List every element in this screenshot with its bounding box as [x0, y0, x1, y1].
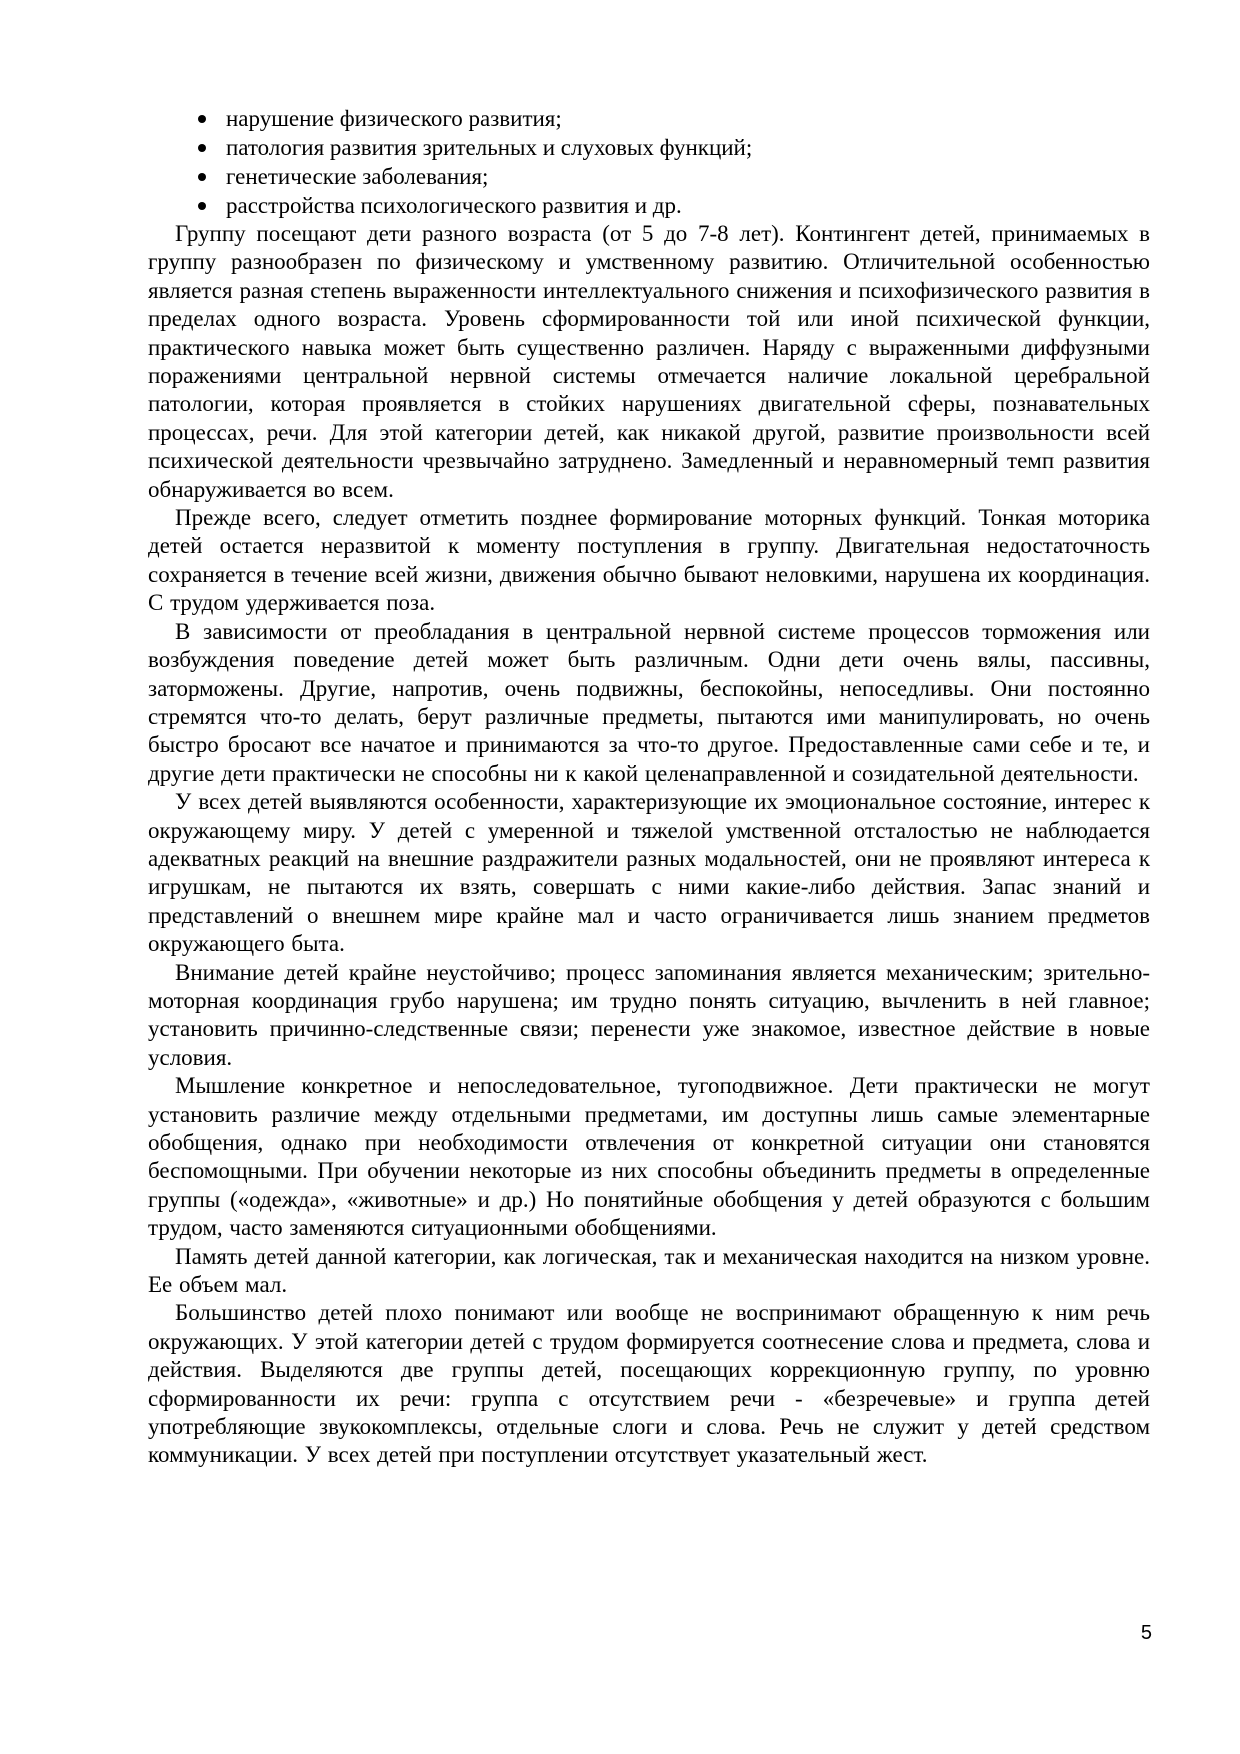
bullet-icon	[198, 144, 206, 152]
paragraph-memory: Память детей данной категории, как логическая, так и механическая находится на низком уровне. Ее объем мал.	[148, 1243, 1150, 1298]
list-item	[148, 104, 1150, 133]
list-item-text: расстройства психологического развития и др.	[226, 193, 682, 218]
paragraph-group-composition: Группу посещают дети разного возраста (от 5 до 7-8 лет). Контингент детей, принимаемых в группу разнообразен по физическому и умственному развитию. Отличительной особенностью является разная степень выраженности интеллектуального снижения и психофизического развития в пределах одного возраста. Уровень сформированности той или иной психической функции, практического навыка может быть существенно различен. Наряду с выраженными диффузными поражениями центральной нервной системы отмечается наличие локальной церебральной патологии, которая проявляется в стойких нарушениях двигательной сферы, познавательных процессах, речи. Для этой категории детей, как никакой другой, развитие произвольности всей психической деятельности чрезвычайно затруднено. Замедленный и неравномерный темп развития обнаруживается во всем.	[148, 221, 1150, 502]
paragraph-motor-functions: Прежде всего, следует отметить позднее формирование моторных функций. Тонкая моторика детей остается неразвитой к моменту поступления в группу. Двигательная недостаточность сохраняется в течение всей жизни, движения обычно бывают неловкими, нарушена их координация. С трудом удерживается поза.	[148, 505, 1150, 616]
paragraph-speech: Большинство детей плохо понимают или вообще не воспринимают обращенную к ним речь окружающих. У этой категории детей с трудом формируется соотнесение слова и предмета, слова и действия. Выделяются две группы детей, посещающих коррекционную группу, по уровню сформированности их речи: группа с отсутствием речи - «безречевые» и группа детей употребляющие звукокомплексы, отдельные слоги и слова. Речь не служит у детей средством коммуникации. У всех детей при поступлении отсутствует указательный жест.	[148, 1300, 1150, 1468]
paragraph-behavior: В зависимости от преобладания в центральной нервной системе процессов торможения или возбуждения поведение детей может быть различным. Одни дети очень вялы, пассивны, заторможены. Другие, напротив, очень подвижны, беспокойны, непоседливы. Они постоянно стремятся что-то делать, берут различные предметы, пытаются ими манипулировать, но очень быстро бросают все начатое и принимаются за что-то другое. Предоставленные сами себе и те, и другие дети практически не способны ни к какой целенаправленной и созидательной деятельности.	[148, 618, 1150, 786]
text-body	[148, 104, 1150, 1470]
list-item	[148, 133, 1150, 162]
bullet-icon	[198, 173, 206, 181]
list-item-text: нарушение физического развития;	[226, 106, 562, 131]
list-item-text: генетические заболевания;	[226, 164, 489, 189]
bullet-icon	[198, 202, 206, 210]
list-item	[148, 191, 1150, 220]
page-number: 5	[1140, 1622, 1152, 1644]
paragraph-attention: Внимание детей крайне неустойчиво; процесс запоминания является механическим; зрительно-моторная координация грубо нарушена; им трудно понять ситуацию, вычленить в ней главное; установить причинно-следственные связи; перенести уже знакомое, известное действие в новые условия.	[148, 959, 1150, 1070]
paragraph-emotional-state: У всех детей выявляются особенности, характеризующие их эмоциональное состояние, интерес к окружающему миру. У детей с умеренной и тяжелой умственной отсталостью не наблюдается адекватных реакций на внешние раздражители разных модальностей, они не проявляют интереса к игрушкам, не пытаются их взять, совершать с ними какие-либо действия. Запас знаний и представлений о внешнем мире крайне мал и часто ограничивается лишь знанием предметов окружающего быта.	[148, 789, 1150, 957]
bullet-list	[148, 104, 1150, 220]
list-item	[148, 162, 1150, 191]
paragraph-thinking: Мышление конкретное и непоследовательное, тугоподвижное. Дети практически не могут установить различие между отдельными предметами, им доступны лишь самые элементарные обобщения, однако при необходимости отвлечения от конкретной ситуации они становятся беспомощными. При обучении некоторые из них способны объединить предметы в определенные группы («одежда», «животные» и др.) Но понятийные обобщения у детей образуются с большим трудом, часто заменяются ситуационными обобщениями.	[148, 1073, 1150, 1241]
bullet-icon	[198, 115, 206, 123]
list-item-text: патология развития зрительных и слуховых функций;	[226, 135, 753, 160]
